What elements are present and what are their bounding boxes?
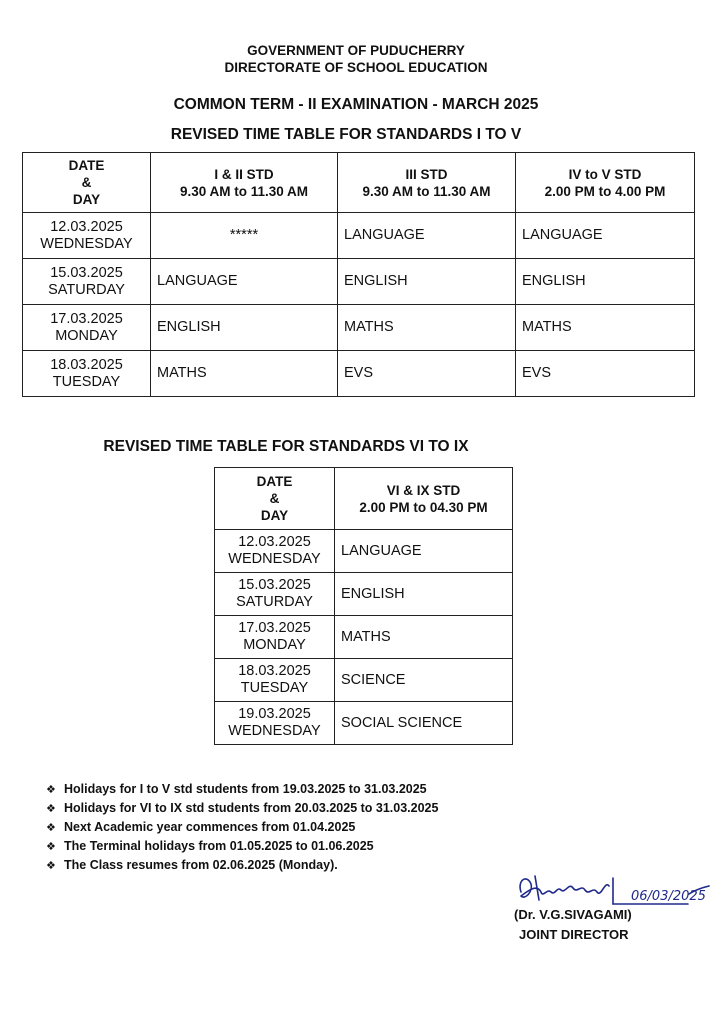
table-row	[215, 616, 513, 659]
date-cell: 17.03.2025 MONDAY	[215, 616, 335, 659]
diamond-bullet-icon: ❖	[46, 822, 56, 834]
date-cell: 12.03.2025 WEDNESDAY	[215, 530, 335, 573]
date-cell: 18.03.2025 TUESDAY	[23, 351, 151, 397]
table2-title: REVISED TIME TABLE FOR STANDARDS VI TO IX	[103, 438, 469, 455]
govt-heading: GOVERNMENT OF PUDUCHERRY	[247, 43, 465, 58]
header-std-4-5: IV to V STD 2.00 PM to 4.00 PM	[516, 153, 695, 213]
timetable-std-6-9	[214, 467, 513, 745]
list-item: ❖ Holidays for VI to IX std students from 20.03.2025 to 31.03.2025	[46, 799, 438, 818]
signatory-name: (Dr. V.G.SIVAGAMI)	[514, 907, 632, 922]
diamond-bullet-icon: ❖	[46, 803, 56, 815]
exam-title: COMMON TERM - II EXAMINATION - MARCH 2025	[173, 96, 539, 113]
header-std-1-2: I & II STD 9.30 AM to 11.30 AM	[151, 153, 338, 213]
table-row	[23, 351, 695, 397]
header-date-day: DATE & DAY	[23, 153, 151, 213]
subject-cell: MATHS	[335, 616, 513, 659]
subject-cell: LANGUAGE	[516, 213, 695, 259]
subject-cell: *****	[151, 213, 338, 259]
subject-cell: ENGLISH	[338, 259, 516, 305]
subject-cell: SOCIAL SCIENCE	[335, 702, 513, 745]
subject-cell: LANGUAGE	[335, 530, 513, 573]
directorate-heading: DIRECTORATE OF SCHOOL EDUCATION	[224, 60, 488, 75]
date-cell: 19.03.2025 WEDNESDAY	[215, 702, 335, 745]
date-cell: 15.03.2025 SATURDAY	[23, 259, 151, 305]
list-item: ❖ Holidays for I to V std students from 19.03.2025 to 31.03.2025	[46, 780, 438, 799]
subject-cell: MATHS	[338, 305, 516, 351]
list-item: ❖ The Class resumes from 02.06.2025 (Monday).	[46, 856, 438, 875]
table1-title: REVISED TIME TABLE FOR STANDARDS I TO V	[170, 126, 522, 143]
table-row	[23, 213, 695, 259]
list-item: ❖ Next Academic year commences from 01.04.2025	[46, 818, 438, 837]
subject-cell: MATHS	[516, 305, 695, 351]
subject-cell: ENGLISH	[151, 305, 338, 351]
table-row	[23, 259, 695, 305]
timetable-std-1-5	[22, 152, 695, 397]
header-std-6-9: VI & IX STD 2.00 PM to 04.30 PM	[335, 468, 513, 530]
header-std-3: III STD 9.30 AM to 11.30 AM	[338, 153, 516, 213]
table-row	[215, 659, 513, 702]
list-item: ❖ The Terminal holidays from 01.05.2025 to 01.06.2025	[46, 837, 438, 856]
notes-list	[46, 780, 438, 875]
date-cell: 17.03.2025 MONDAY	[23, 305, 151, 351]
subject-cell: LANGUAGE	[338, 213, 516, 259]
subject-cell: ENGLISH	[516, 259, 695, 305]
signatory-title: JOINT DIRECTOR	[519, 927, 629, 942]
subject-cell: SCIENCE	[335, 659, 513, 702]
table-row	[215, 573, 513, 616]
subject-cell: LANGUAGE	[151, 259, 338, 305]
diamond-bullet-icon: ❖	[46, 841, 56, 853]
subject-cell: EVS	[338, 351, 516, 397]
table-header-row	[23, 153, 695, 213]
date-cell: 18.03.2025 TUESDAY	[215, 659, 335, 702]
table-header-row	[215, 468, 513, 530]
date-cell: 12.03.2025 WEDNESDAY	[23, 213, 151, 259]
header-date-day: DATE & DAY	[215, 468, 335, 530]
subject-cell: EVS	[516, 351, 695, 397]
diamond-bullet-icon: ❖	[46, 860, 56, 872]
table-row	[215, 702, 513, 745]
signature-date: 06/03/2025	[631, 889, 706, 904]
diamond-bullet-icon: ❖	[46, 784, 56, 796]
subject-cell: ENGLISH	[335, 573, 513, 616]
table-row	[23, 305, 695, 351]
date-cell: 15.03.2025 SATURDAY	[215, 573, 335, 616]
subject-cell: MATHS	[151, 351, 338, 397]
table-row	[215, 530, 513, 573]
